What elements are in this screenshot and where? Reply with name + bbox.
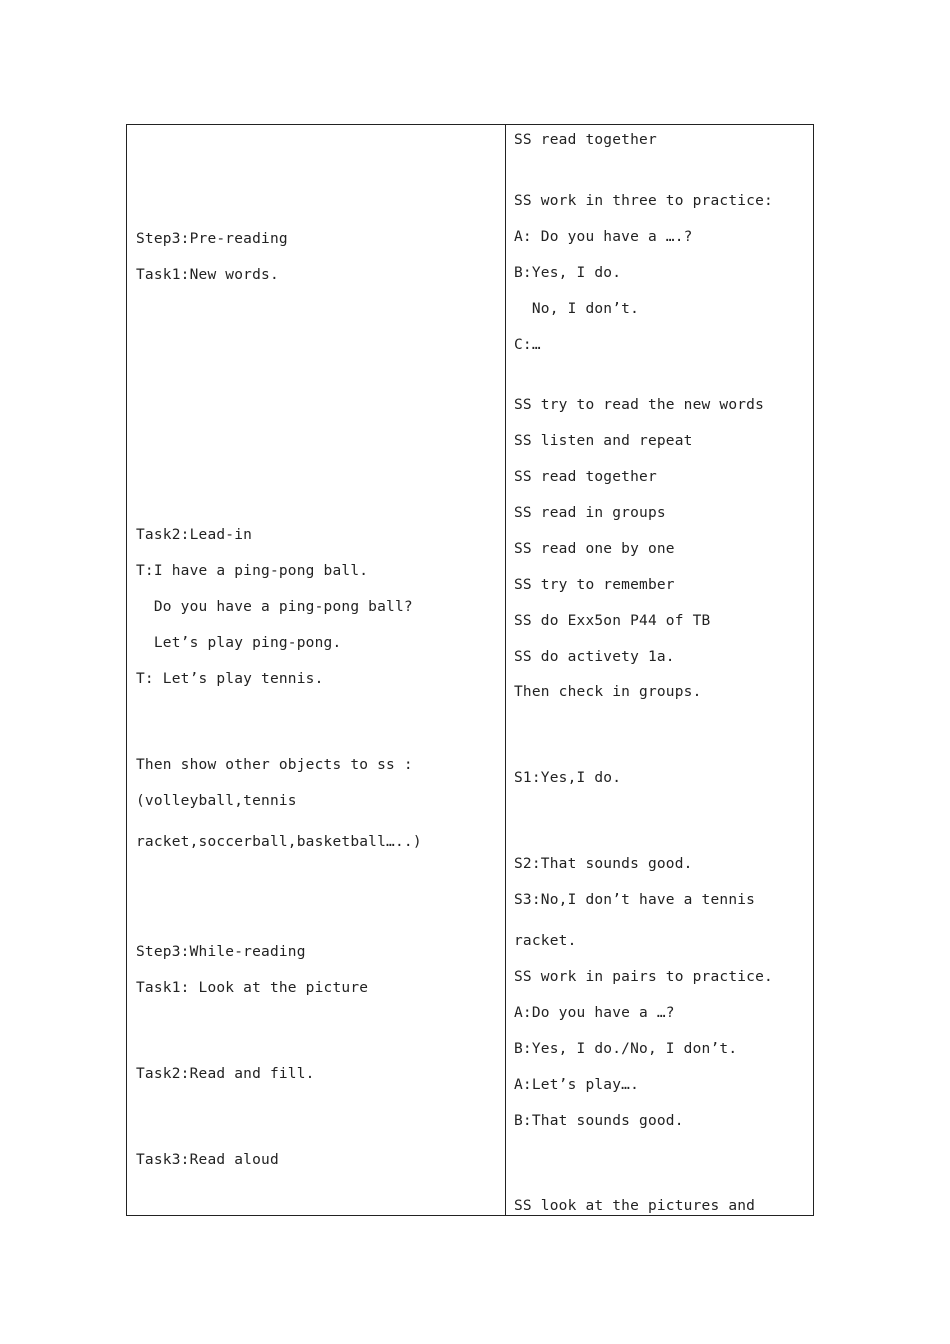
dialogue-line: No, I don’t. xyxy=(514,301,640,317)
student-line: SS read in groups xyxy=(514,505,666,521)
dialogue-line: S1:Yes,I do. xyxy=(514,770,622,786)
dialogue-line: B:That sounds good. xyxy=(514,1113,684,1129)
student-line: SS try to remember xyxy=(514,577,675,593)
teacher-line: Let’s play ping-pong. xyxy=(136,635,342,651)
student-line: SS work in three to practice: xyxy=(514,193,773,209)
student-line: SS do activety 1a. xyxy=(514,649,675,665)
objects-list: racket,soccerball,basketball…..) xyxy=(136,834,422,850)
student-line: SS look at the pictures and xyxy=(514,1198,756,1214)
dialogue-line: A:Let’s play…. xyxy=(514,1077,640,1093)
teacher-line: T: Let’s play tennis. xyxy=(136,671,324,687)
dialogue-line: S2:That sounds good. xyxy=(514,856,693,872)
student-line: SS try to read the new words xyxy=(514,397,765,413)
student-line: Then check in groups. xyxy=(514,684,702,700)
student-activities-column xyxy=(506,125,815,1215)
dialogue-line: A: Do you have a ….? xyxy=(514,229,693,245)
student-line: SS do Exx5on P44 of TB xyxy=(514,613,711,629)
lesson-table xyxy=(126,124,814,1216)
dialogue-line: A:Do you have a …? xyxy=(514,1005,675,1021)
student-line: SS listen and repeat xyxy=(514,433,693,449)
task-new-words: Task1:New words. xyxy=(136,267,279,283)
dialogue-line: C:… xyxy=(514,337,541,353)
dialogue-line: racket. xyxy=(514,933,577,949)
teacher-line: T:I have a ping-pong ball. xyxy=(136,563,369,579)
dialogue-line: S3:No,I don’t have a tennis xyxy=(514,892,756,908)
student-line: SS read together xyxy=(514,132,657,148)
task-lead-in: Task2:Lead-in xyxy=(136,527,253,543)
dialogue-line: B:Yes, I do./No, I don’t. xyxy=(514,1041,738,1057)
student-line: SS read together xyxy=(514,469,657,485)
dialogue-line: B:Yes, I do. xyxy=(514,265,622,281)
teacher-instruction: Then show other objects to ss : xyxy=(136,757,413,773)
step-while-reading: Step3:While-reading xyxy=(136,944,306,960)
task-look-picture: Task1: Look at the picture xyxy=(136,980,369,996)
teacher-activities-column xyxy=(127,125,505,1215)
student-line: SS work in pairs to practice. xyxy=(514,969,773,985)
step-pre-reading: Step3:Pre-reading xyxy=(136,231,288,247)
student-line: SS read one by one xyxy=(514,541,675,557)
task-read-fill: Task2:Read and fill. xyxy=(136,1066,315,1082)
objects-list: (volleyball,tennis xyxy=(136,793,297,809)
teacher-line: Do you have a ping-pong ball? xyxy=(136,599,413,615)
task-read-aloud: Task3:Read aloud xyxy=(136,1152,279,1168)
